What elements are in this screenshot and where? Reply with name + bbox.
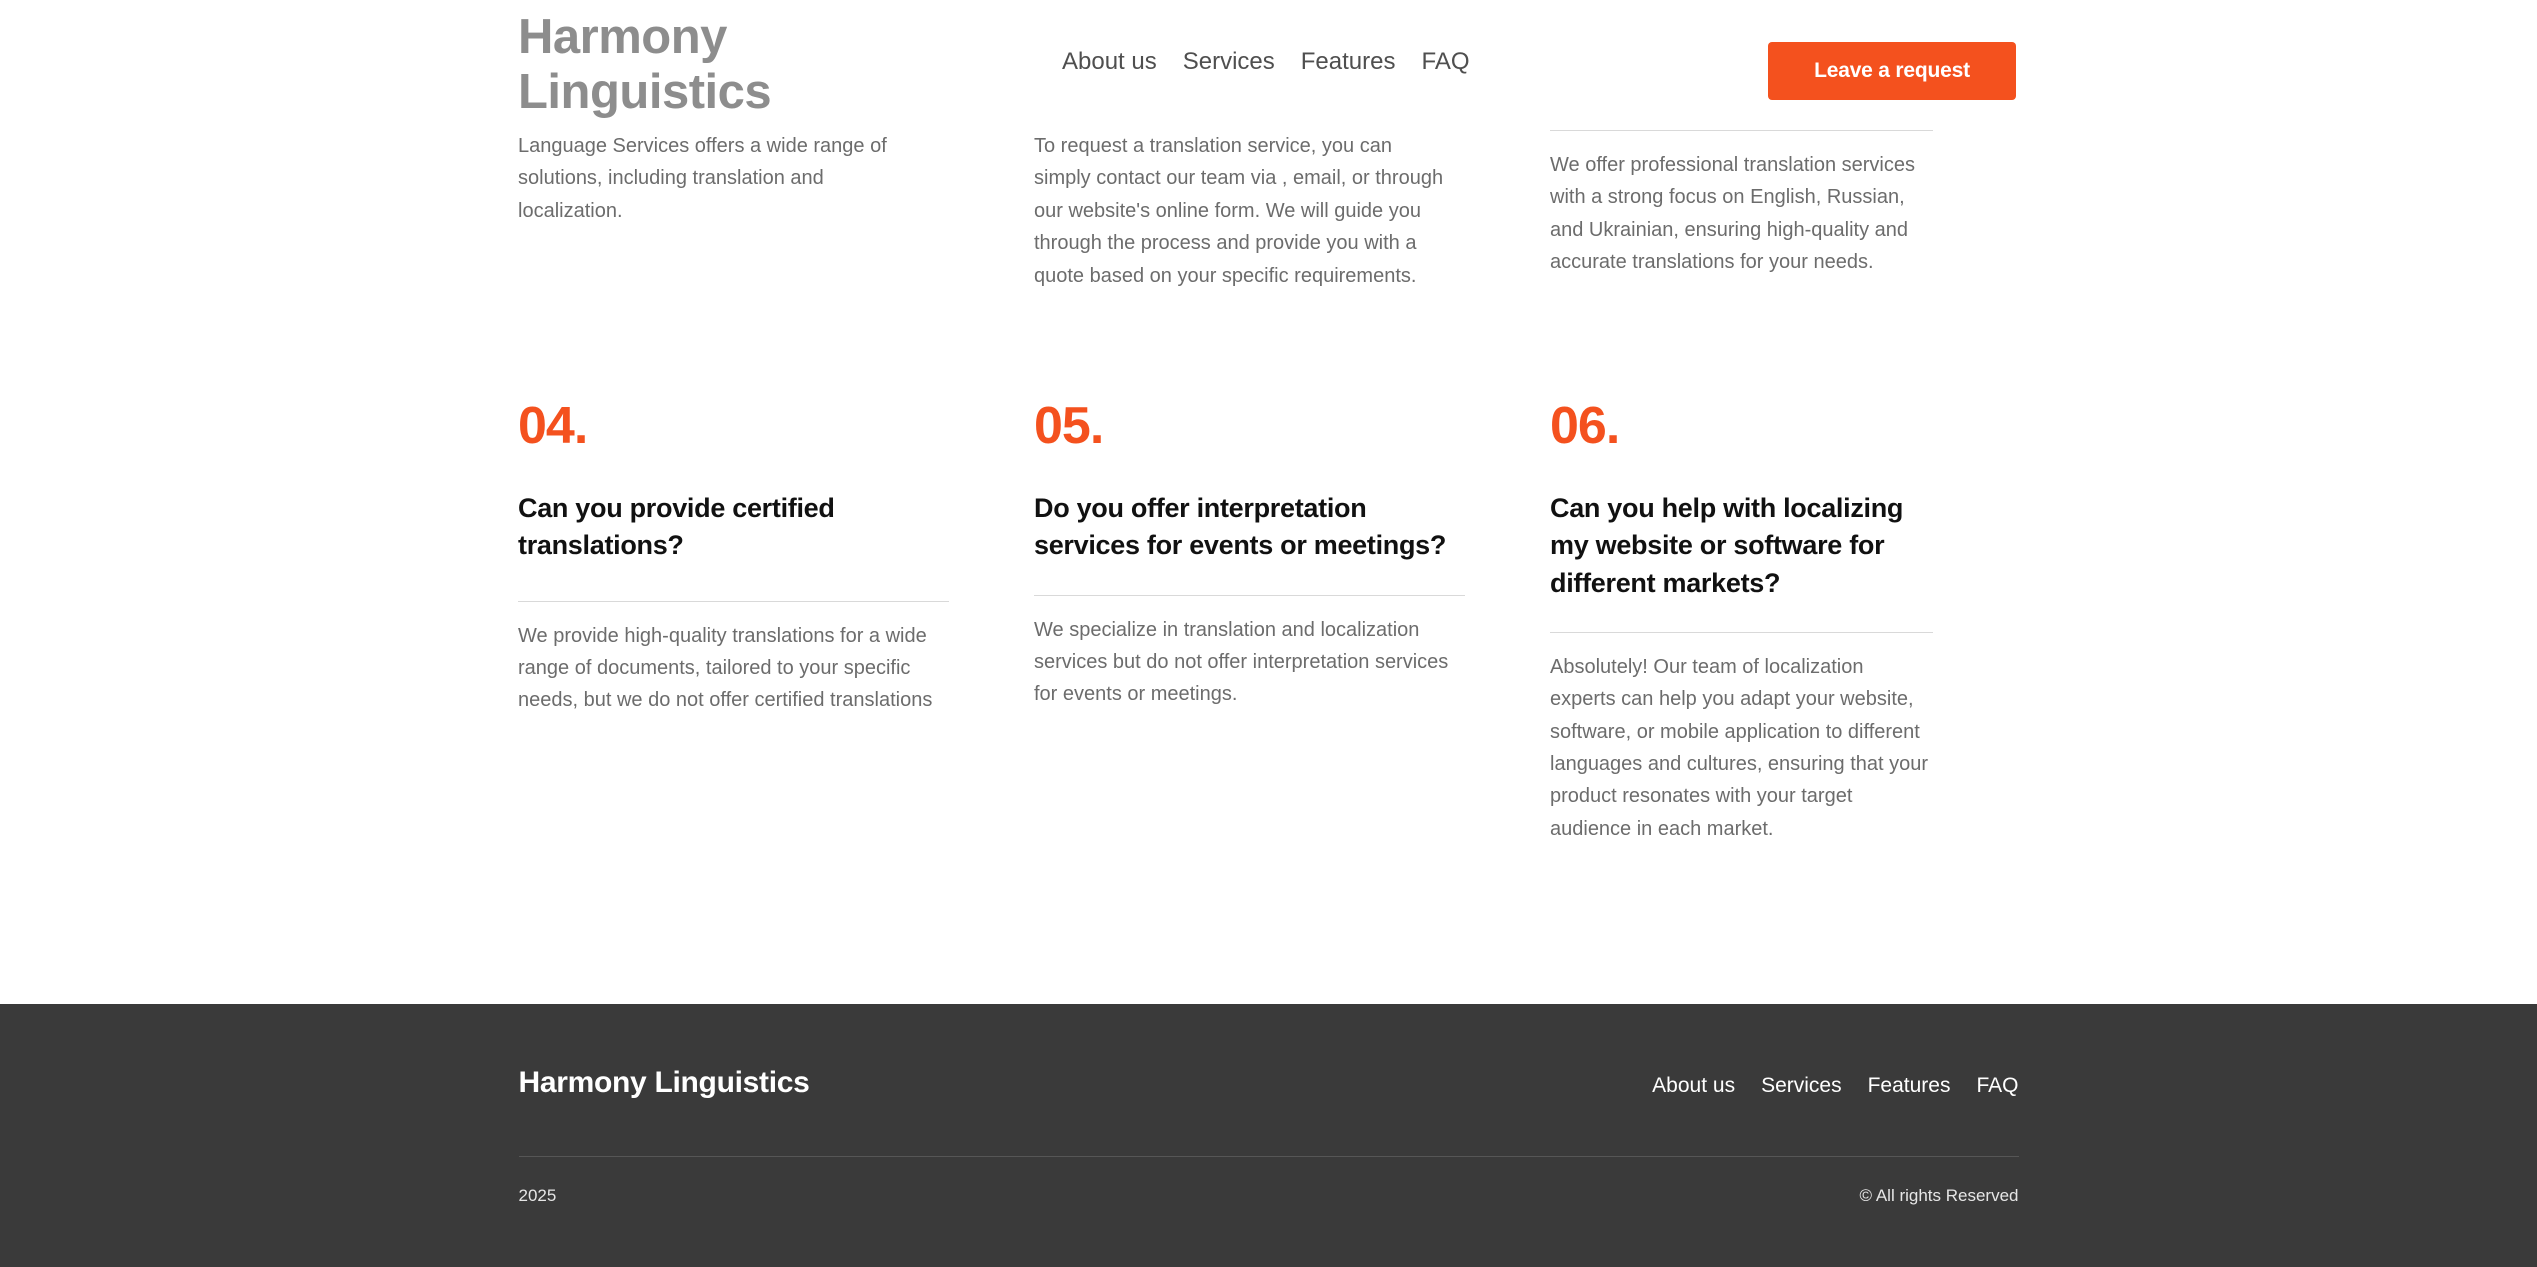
faq-answer-03: We offer professional translation services with a strong focus on English, Russian, and Ukrainian, ensuring high-quality and accurate translations for your needs. xyxy=(1550,154,1915,274)
faq-card-04 xyxy=(518,397,1034,845)
footer-divider xyxy=(519,1156,2019,1157)
faq-answer-02: To request a translation service, you can simply contact our team via , email, or through our website's online form. We will guide you through the process and provide you with a quote based on your specific requirements. xyxy=(1034,135,1444,287)
nav-item-faq[interactable]: FAQ xyxy=(1421,48,1470,75)
main-nav xyxy=(1062,48,1470,76)
faq-row-bottom xyxy=(518,397,2018,845)
footer-year: 2025 xyxy=(518,1186,557,1205)
brand-logo[interactable] xyxy=(518,10,918,120)
faq-row-top xyxy=(518,130,2018,292)
faq-card-02 xyxy=(1034,130,1550,292)
brand-line-1: Harmony xyxy=(518,10,727,64)
faq-card-05 xyxy=(1034,397,1550,845)
faq-question-04: Can you provide certified translations? xyxy=(518,493,835,561)
faq-card-03 xyxy=(1550,130,2018,292)
footer-nav-item-services[interactable]: Services xyxy=(1761,1074,1842,1097)
nav-item-services[interactable]: Services xyxy=(1182,48,1275,75)
footer-brand[interactable]: Harmony Linguistics xyxy=(518,1066,810,1099)
nav-item-about-us[interactable]: About us xyxy=(1062,48,1157,75)
faq-answer-06: Absolutely! Our team of localization experts can help you adapt your website, software, or mobile application to different languages and cultures, ensuring that your product resonates with your target audience in each market. xyxy=(1550,655,1929,840)
footer-nav-item-features[interactable]: Features xyxy=(1867,1074,1951,1097)
faq-answer-01: Language Services offers a wide range of solutions, including translation and localization. xyxy=(518,135,887,222)
leave-a-request-button[interactable]: Leave a request xyxy=(1768,42,2016,100)
faq-number-05: 05. xyxy=(1034,397,1104,455)
faq-divider-03 xyxy=(1550,130,1933,131)
faq-question-05: Do you offer interpretation services for events or meetings? xyxy=(1034,493,1447,561)
footer-rights: © All rights Reserved xyxy=(1859,1186,2019,1205)
faq-card-06 xyxy=(1550,397,2018,845)
footer-nav-item-about-us[interactable]: About us xyxy=(1652,1074,1736,1097)
faq-divider-05 xyxy=(1034,595,1465,596)
faq-answer-04: We provide high-quality translations for a wide range of documents, tailored to your specific needs, but we do not offer certified translations xyxy=(518,624,933,712)
footer-nav xyxy=(1652,1074,2018,1098)
footer-inner xyxy=(518,1004,2019,1205)
faq-number-04: 04. xyxy=(518,397,588,455)
footer-nav-item-faq[interactable]: FAQ xyxy=(1976,1074,2019,1097)
faq-divider-06 xyxy=(1550,632,1933,633)
faq-number-06: 06. xyxy=(1550,397,1620,455)
brand-line-2: Linguistics xyxy=(518,64,772,119)
footer xyxy=(0,1004,2537,1267)
nav-item-features[interactable]: Features xyxy=(1300,48,1396,75)
faq-card-01 xyxy=(518,130,1034,292)
faq-question-06: Can you help with localizing my website or software for different markets? xyxy=(1550,493,1904,598)
faq-answer-05: We specialize in translation and localization services but do not offer interpretation services for events or meetings. xyxy=(1034,618,1449,706)
faq-divider-04 xyxy=(518,601,949,602)
